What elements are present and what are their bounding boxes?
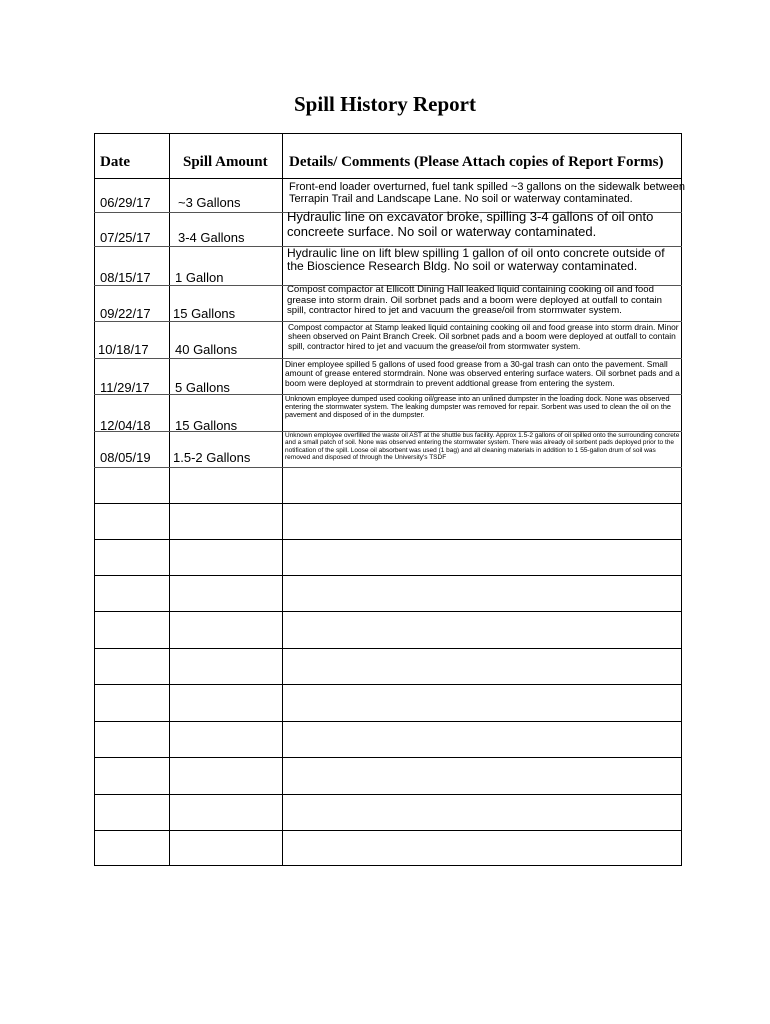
row-divider <box>94 467 682 468</box>
row-divider <box>94 830 682 831</box>
row-divider <box>94 721 682 722</box>
row-date: 08/05/19 <box>100 450 151 465</box>
header-date: Date <box>100 154 130 170</box>
row-details: Front-end loader overturned, fuel tank spilled ~3 gallons on the sidewalk between Terrapin Trail and Landscape Lane. No soil or waterway contaminated. <box>289 181 685 206</box>
row-amount: 3-4 Gallons <box>178 230 245 245</box>
header-divider <box>94 178 682 179</box>
row-details: Unknown employee overfilled the waste oil AST at the shuttle bus facility. Approx 1.5-2 gallons of oil spilled onto the surrounding concrete and a small patch of soil. None was observed entering the stormwater system. There was already oil sorbent pads deployed prior to the notification of the spill. Loose oil absorbent was used (1 bag) and all cleaning materials in addition to 1 55-gallon drum of soil was removed and disposed of through the University's TSDF <box>285 432 680 461</box>
row-divider <box>94 684 682 685</box>
row-date: 06/29/17 <box>100 195 151 210</box>
row-divider <box>94 611 682 612</box>
row-details: Diner employee spilled 5 gallons of used food grease from a 30-gal trash can onto the pavement. Small amount of grease entered stormdrain. None was observed entering surface waters. Oil sorbnet pads and a boom were deployed at stormdrain to prevent addtional grease from entering the system. <box>285 359 680 388</box>
row-details: Compost compactor at Ellicott Dining Hall leaked liquid containing cooking oil and food grease into storm drain. Oil sorbnet pads and a boom were deployed at outfall to contain spill, contractor hired to jet and vacuum the grease/oil from stormwater system. <box>287 284 662 317</box>
row-divider <box>94 648 682 649</box>
row-date: 09/22/17 <box>100 306 151 321</box>
row-date: 08/15/17 <box>100 270 151 285</box>
header-spill-amount: Spill Amount <box>183 154 268 170</box>
row-details: Compost compactor at Stamp leaked liquid containing cooking oil and food grease into storm drain. Minor sheen observed on Paint Branch Creek. Oil sorbnet pads and a boom were deployed at outfall to contain spill, contractor hired to jet and vacuum the grease/oil from stormwater system. <box>288 322 679 351</box>
row-amount: 15 Gallons <box>175 418 238 433</box>
row-amount: 40 Gallons <box>175 342 238 357</box>
row-details: Unknown employee dumped used cooking oil/grease into an unlined dumpster in the loading dock. None was observed entering the stormwater system. The leaking dumpster was removed for repair. Sorbent was used to clean the oil on the pavement and disposed of in the dumpster. <box>285 394 671 420</box>
page-title: Spill History Report <box>294 92 476 116</box>
row-date: 11/29/17 <box>100 380 150 395</box>
row-divider <box>94 575 682 576</box>
row-divider <box>94 757 682 758</box>
header-details: Details/ Comments (Please Attach copies of Report Forms) <box>289 154 664 170</box>
row-divider <box>94 794 682 795</box>
row-amount: 1.5-2 Gallons <box>173 450 251 465</box>
row-date: 10/18/17 <box>98 342 149 357</box>
row-amount: ~3 Gallons <box>178 195 241 210</box>
row-date: 12/04/18 <box>100 418 151 433</box>
row-details: Hydraulic line on excavator broke, spilling 3-4 gallons of oil onto concreete surface. No soil or waterway contaminated. <box>287 209 654 239</box>
row-date: 07/25/17 <box>100 230 151 245</box>
row-amount: 15 Gallons <box>173 306 236 321</box>
row-amount: 1 Gallon <box>175 270 224 285</box>
row-divider <box>94 503 682 504</box>
row-details: Hydraulic line on lift blew spilling 1 gallon of oil onto concrete outside of the Bioscience Research Bldg. No soil or waterway contaminated. <box>287 246 665 274</box>
row-amount: 5 Gallons <box>175 380 230 395</box>
row-divider <box>94 539 682 540</box>
